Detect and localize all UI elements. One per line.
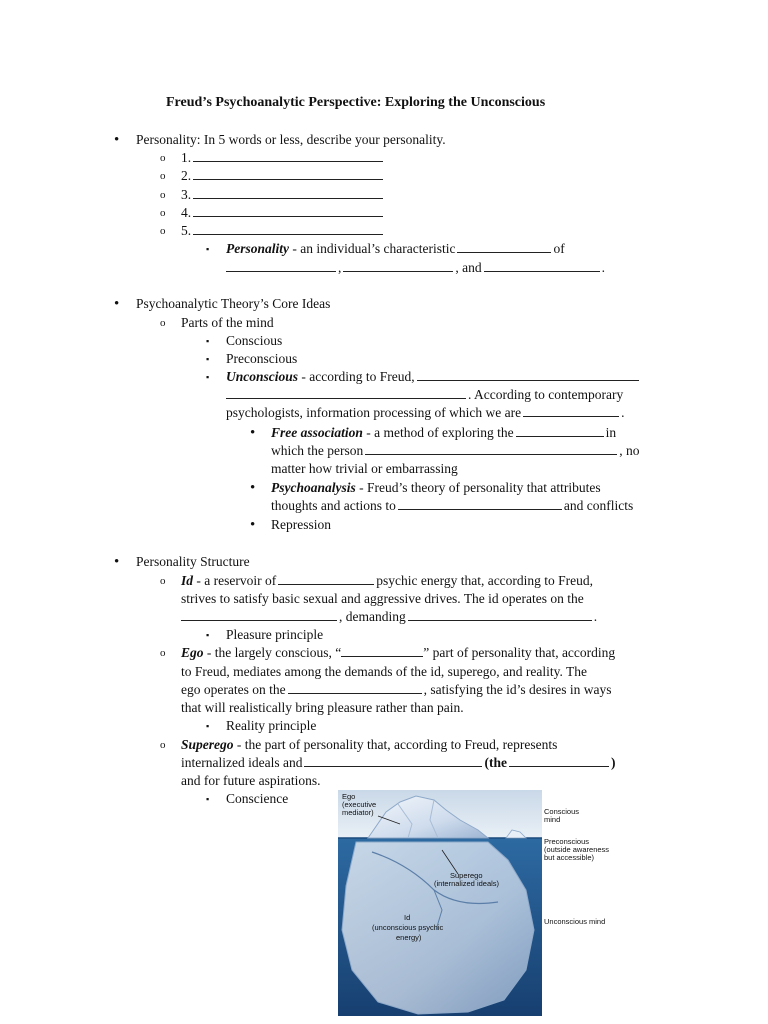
fill-blank[interactable] (193, 186, 383, 199)
label-id-2: (unconscious psychic (372, 923, 444, 932)
conscience: Conscience (226, 791, 289, 806)
item-preconscious: Preconscious (226, 351, 298, 366)
unconscious-definition-cont2: psychologists, information processing of which we are . (226, 405, 625, 420)
bullet-circle: o (160, 739, 166, 751)
id-definition-cont2: , demanding . (181, 608, 597, 626)
psychoanalysis: Psychoanalysis - Freud’s theory of personality that attributes (271, 480, 601, 495)
term-free-association: Free association (271, 425, 363, 440)
bullet-circle: o (160, 317, 166, 329)
bullet-dot: • (250, 517, 256, 533)
answer-line-4 (181, 204, 385, 222)
structure-heading: Personality Structure (136, 554, 250, 569)
bullet-square: ▪ (206, 794, 210, 804)
psychoanalysis-cont: thoughts and actions to and conflicts (271, 498, 634, 513)
term-id: Id (181, 573, 194, 588)
label-ego: Ego (342, 792, 356, 801)
answer-line-2 (181, 167, 385, 185)
bullet-dot: • (250, 480, 256, 496)
answer-number: 4. (181, 205, 192, 220)
bullet-circle: o (160, 647, 166, 659)
fill-blank[interactable] (193, 222, 383, 235)
answer-number: 1. (181, 150, 192, 165)
fill-blank[interactable] (509, 754, 609, 767)
label-preconscious-3: but accessible) (544, 853, 595, 862)
unconscious-definition: Unconscious - according to Freud, (226, 368, 641, 386)
unconscious-definition-cont: . According to contemporary (226, 386, 623, 404)
bullet-square: ▪ (206, 630, 210, 640)
item-conscious: Conscious (226, 333, 283, 348)
bullet-square: ▪ (206, 721, 210, 731)
term-personality: Personality (226, 241, 289, 256)
fill-blank[interactable] (341, 644, 423, 657)
label-conscious-mind: Conscious (544, 807, 580, 816)
answer-line-3 (181, 186, 385, 204)
fill-blank[interactable] (193, 167, 383, 180)
ego-definition-cont2: ego operates on the , satisfying the id’s desires in ways (181, 682, 612, 697)
fill-blank[interactable] (523, 404, 619, 417)
fill-blank[interactable] (193, 204, 383, 217)
bullet-circle: o (160, 225, 166, 237)
bullet-circle: o (160, 152, 166, 164)
bullet-square: ▪ (206, 372, 210, 382)
answer-number: 2. (181, 168, 192, 183)
answer-line-5 (181, 222, 385, 240)
label-ego-3: mediator) (342, 808, 374, 817)
answer-line-1 (181, 149, 385, 167)
parts-of-mind: Parts of the mind (181, 315, 274, 330)
id-definition: Id - a reservoir of psychic energy that, according to Freud, (181, 573, 594, 588)
label-id: Id (404, 913, 411, 922)
fill-blank[interactable] (484, 259, 600, 272)
superego-definition-cont2: and for future aspirations. (181, 773, 321, 788)
bullet-dot: • (114, 296, 120, 312)
bullet-square: ▪ (206, 336, 210, 346)
fill-blank[interactable] (226, 259, 336, 272)
answer-number: 3. (181, 187, 192, 202)
term-psychoanalysis: Psychoanalysis (271, 480, 356, 495)
ego-definition-cont3: that will realistically bring pleasure rather than pain. (181, 700, 464, 715)
label-unconscious-mind: Unconscious mind (544, 917, 606, 926)
personality-heading: Personality: In 5 words or less, describe your personality. (136, 132, 446, 147)
free-association: Free association - a method of exploring the in (271, 425, 617, 440)
bullet-square: ▪ (206, 354, 210, 364)
fill-blank[interactable] (278, 572, 374, 585)
fill-blank[interactable] (193, 149, 383, 162)
term-unconscious: Unconscious (226, 369, 299, 384)
page-title: Freud’s Psychoanalytic Perspective: Exploring the Unconscious (166, 95, 546, 110)
fill-blank[interactable] (181, 608, 337, 621)
fill-blank[interactable] (304, 754, 482, 767)
ego-definition: Ego - the largely conscious, “ ” part of personality that, according (181, 645, 616, 660)
label-preconscious-2: (outside awareness (544, 845, 610, 854)
label-superego-2: (internalized ideals) (434, 879, 500, 888)
iceberg-diagram (338, 790, 628, 1016)
bullet-square: ▪ (206, 244, 210, 254)
reality-principle: Reality principle (226, 718, 317, 733)
ego-definition-cont: to Freud, mediates among the demands of the id, superego, and reality. The (181, 664, 588, 679)
item-repression: Repression (271, 517, 331, 532)
personality-definition-cont: , , and . (226, 259, 605, 277)
label-id-3: energy) (396, 933, 422, 942)
fill-blank[interactable] (288, 681, 422, 694)
bullet-circle: o (160, 189, 166, 201)
fill-blank[interactable] (226, 386, 466, 399)
fill-blank[interactable] (398, 497, 562, 510)
free-association-cont: which the person , no (271, 443, 640, 458)
term-superego: Superego (181, 737, 234, 752)
bullet-dot: • (114, 554, 120, 570)
bullet-dot: • (250, 425, 256, 441)
pleasure-principle: Pleasure principle (226, 627, 324, 642)
fill-blank[interactable] (343, 259, 453, 272)
bullet-circle: o (160, 207, 166, 219)
fill-blank[interactable] (365, 442, 617, 455)
label-superego: Superego (450, 871, 483, 880)
superego-definition-cont: internalized ideals and (the ) (181, 755, 616, 770)
fill-blank[interactable] (457, 240, 551, 253)
superego-definition: Superego - the part of personality that, according to Freud, represents (181, 737, 558, 752)
personality-definition: Personality - an individual’s characteristic of (226, 241, 565, 256)
label-conscious-mind-2: mind (544, 815, 561, 824)
free-association-cont2: matter how trivial or embarrassing (271, 461, 458, 476)
bullet-circle: o (160, 170, 166, 182)
label-ego-2: (executive (342, 800, 377, 809)
fill-blank[interactable] (516, 424, 604, 437)
bullet-dot: • (114, 132, 120, 148)
bullet-circle: o (160, 575, 166, 587)
fill-blank[interactable] (408, 608, 592, 621)
fill-blank[interactable] (417, 368, 639, 381)
answer-number: 5. (181, 223, 192, 238)
id-definition-cont: strives to satisfy basic sexual and aggressive drives. The id operates on the (181, 591, 584, 606)
term-ego: Ego (181, 645, 204, 660)
label-preconscious: Preconscious (544, 837, 590, 846)
core-ideas-heading: Psychoanalytic Theory’s Core Ideas (136, 296, 331, 311)
